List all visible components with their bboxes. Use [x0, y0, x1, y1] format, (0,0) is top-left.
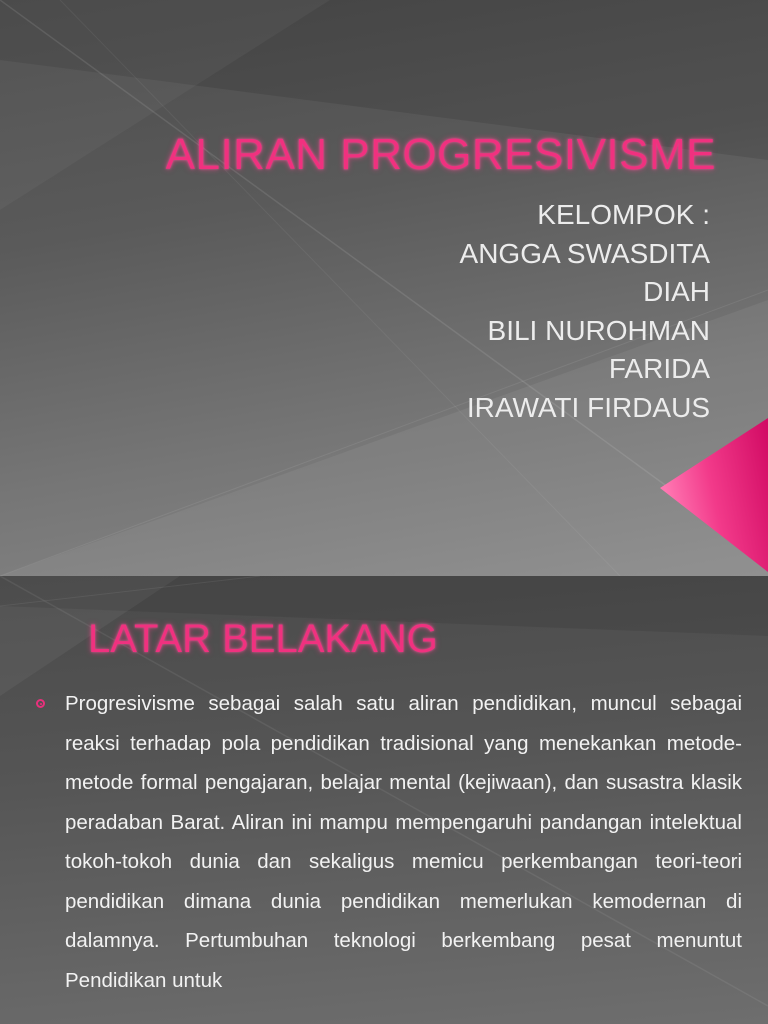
list-item: IRAWATI FIRDAUS	[466, 391, 710, 423]
section-title: LATAR BELAKANG	[88, 617, 438, 661]
list-item: DIAH	[643, 276, 710, 307]
group-members-list	[460, 196, 710, 427]
list-item: BILI NUROHMAN	[487, 314, 710, 346]
list-item: FARIDA	[608, 353, 710, 384]
slide-title: ALIRAN PROGRESIVISME	[165, 130, 716, 179]
list-item: KELOMPOK :	[537, 199, 710, 230]
bullet-icon	[36, 699, 45, 708]
bullet-paragraph: Progresivisme sebagai salah satu aliran pendidikan, muncul sebagai reaksi terhadap pola pendidikan tradisional yang menekankan metode-metode formal pengajaran, belajar mental (kejiwaan), dan susastra klasik peradaban Barat. Aliran ini mampu mempengaruhi pandangan intelektual tokoh-tokoh dunia dan sekaligus memicu perkembangan teori-teori pendidikan dimana dunia pendidikan memerlukan kemodernan di dalamnya. Pertumbuhan teknologi berkembang pesat menuntut Pendidikan untuk	[65, 692, 742, 992]
list-item: ANGGA SWASDITA	[459, 237, 710, 269]
